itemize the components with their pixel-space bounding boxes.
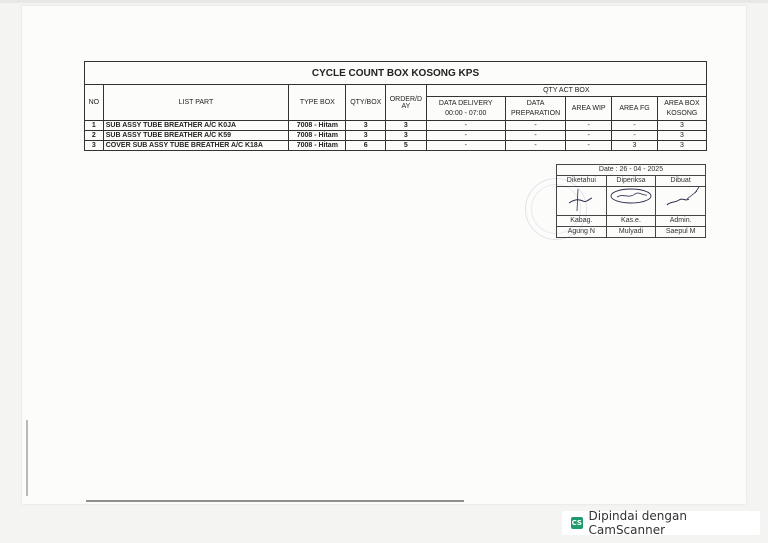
cell-data-preparation: - (505, 121, 565, 131)
cell-type-box: 7008 - Hitam (289, 131, 346, 141)
cell-no: 3 (85, 141, 104, 151)
header-list-part: LIST PART (103, 85, 288, 121)
cell-area-box-kosong: 3 (657, 121, 706, 131)
handwritten-signature (609, 187, 653, 211)
camscanner-text: Dipindai dengan CamScanner (588, 509, 687, 537)
signature-kabag (557, 187, 607, 216)
table-title: CYCLE COUNT BOX KOSONG KPS (85, 62, 707, 85)
camscanner-watermark (562, 511, 760, 535)
cell-qty-box: 6 (346, 141, 386, 151)
cell-qty-box: 3 (346, 131, 386, 141)
cell-area-box-kosong: 3 (657, 131, 706, 141)
cell-no: 2 (85, 131, 104, 141)
cycle-count-table (84, 61, 707, 151)
cell-qty-box: 3 (346, 121, 386, 131)
table-row (85, 131, 707, 141)
header-type-box: TYPE BOX (289, 85, 346, 121)
signature-kase (606, 187, 656, 216)
header-area-wip: AREA WIP (566, 97, 612, 121)
cell-area-box-kosong: 3 (657, 141, 706, 151)
cell-type-box: 7008 - Hitam (289, 141, 346, 151)
title-admin: Admin. (656, 216, 706, 227)
role-diperiksa: Diperiksa (606, 176, 656, 187)
cell-area-wip: - (566, 141, 612, 151)
cell-order-day: 3 (386, 121, 427, 131)
header-area-box-kosong: AREA BOX KOSONG (657, 97, 706, 121)
header-data-delivery (426, 97, 505, 121)
table-row (85, 141, 707, 151)
cell-area-fg: - (612, 121, 658, 131)
cell-order-day: 5 (386, 141, 427, 151)
header-data-delivery-time: 00:00 - 07:00 (445, 109, 487, 117)
cell-order-day: 3 (386, 131, 427, 141)
name-agung: Agung N (557, 227, 607, 238)
title-kabag: Kabag. (557, 216, 607, 227)
cell-data-preparation: - (505, 131, 565, 141)
header-order-day: ORDER/D AY (386, 85, 427, 121)
signature-admin (656, 187, 706, 216)
header-area-fg: AREA FG (612, 97, 658, 121)
cell-area-wip: - (566, 121, 612, 131)
header-qty-act-box: QTY ACT BOX (426, 85, 706, 97)
cell-no: 1 (85, 121, 104, 131)
handwritten-signature (659, 187, 703, 211)
cell-part: COVER SUB ASSY TUBE BREATHER A/C K18A (103, 141, 288, 151)
scan-bottom-edge (86, 500, 464, 502)
cell-area-wip: - (566, 131, 612, 141)
header-data-delivery-label: DATA DELIVERY (438, 99, 493, 107)
cell-part: SUB ASSY TUBE BREATHER A/C K59 (103, 131, 288, 141)
signature-date: Date : 26 - 04 - 2025 (557, 165, 706, 176)
cell-data-delivery: - (426, 131, 505, 141)
handwritten-signature (561, 187, 601, 211)
scan-left-edge (26, 420, 28, 496)
title-kase: Kas.e. (606, 216, 656, 227)
cell-part: SUB ASSY TUBE BREATHER A/C K0JA (103, 121, 288, 131)
role-diketahui: Diketahui (557, 176, 607, 187)
scan-top-edge (0, 0, 768, 3)
name-saepul: Saepul M (656, 227, 706, 238)
table-row (85, 121, 707, 131)
cell-type-box: 7008 - Hitam (289, 121, 346, 131)
cell-data-preparation: - (505, 141, 565, 151)
header-qty-box: QTY/BOX (346, 85, 386, 121)
role-dibuat: Dibuat (656, 176, 706, 187)
camscanner-logo-icon: CS (571, 519, 582, 527)
cell-area-fg: - (612, 131, 658, 141)
cell-area-fg: 3 (612, 141, 658, 151)
name-mulyadi: Mulyadi (606, 227, 656, 238)
header-data-preparation: DATA PREPARATION (505, 97, 565, 121)
signature-table (556, 164, 706, 238)
cell-data-delivery: - (426, 121, 505, 131)
cell-data-delivery: - (426, 141, 505, 151)
header-no: NO (85, 85, 104, 121)
